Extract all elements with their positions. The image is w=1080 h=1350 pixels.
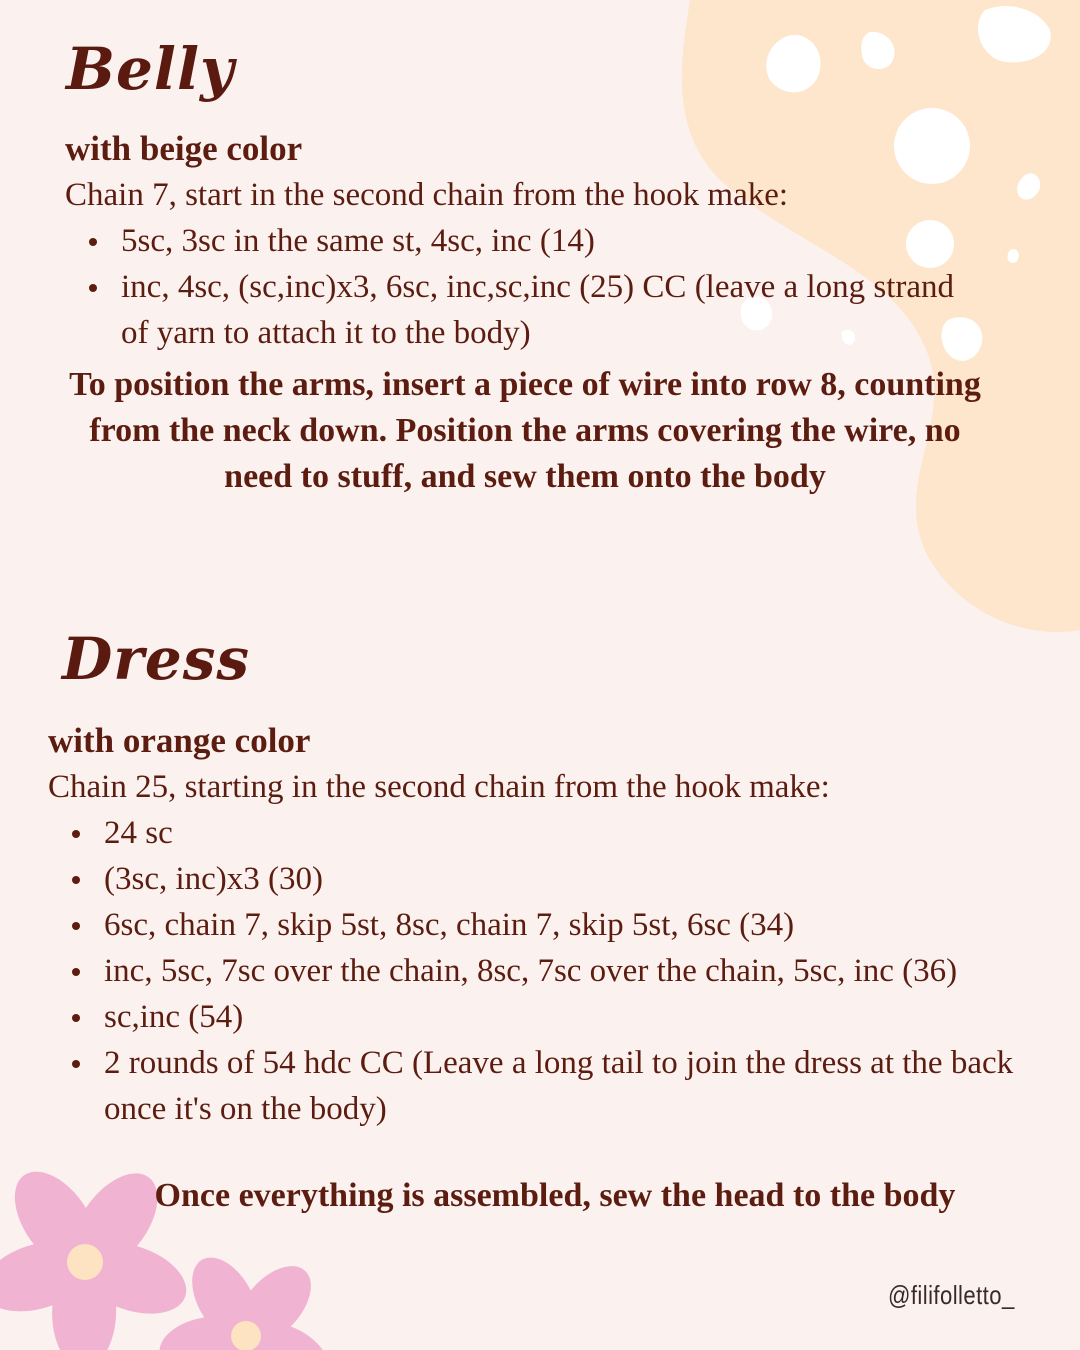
white-spot-shape — [894, 108, 970, 184]
belly-title: Belly — [66, 35, 235, 103]
dress-steps-list — [48, 810, 1058, 1132]
author-handle: @filifolletto_ — [888, 1280, 1015, 1310]
arms-note: To position the arms, insert a piece of wire into row 8, counting from the neck down. Position the arms covering the wire, no need to stuff, and sew them onto the body — [69, 366, 981, 495]
dress-subhead: with orange color — [48, 721, 311, 760]
list-item: (3sc, inc)x3 (30) — [48, 856, 1058, 902]
belly-subhead: with beige color — [65, 129, 303, 168]
list-item: 24 sc — [48, 810, 1058, 856]
list-item: inc, 5sc, 7sc over the chain, 8sc, 7sc over the chain, 5sc, inc (36) — [48, 948, 1058, 994]
list-item: inc, 4sc, (sc,inc)x3, 6sc, inc,sc,inc (25) CC (leave a long strand of yarn to attach it to the body) — [65, 264, 965, 356]
final-note: Once everything is assembled, sew the head to the body — [154, 1177, 956, 1214]
belly-intro: Chain 7, start in the second chain from the hook make: — [65, 177, 789, 213]
dress-intro: Chain 25, starting in the second chain from the hook make: — [48, 769, 830, 805]
list-item: 5sc, 3sc in the same st, 4sc, inc (14) — [65, 218, 965, 264]
dress-title: Dress — [62, 625, 251, 693]
list-item: sc,inc (54) — [48, 994, 1058, 1040]
belly-steps-list — [65, 218, 965, 356]
list-item: 2 rounds of 54 hdc CC (Leave a long tail to join the dress at the back once it's on the body) — [48, 1040, 1058, 1132]
list-item: 6sc, chain 7, skip 5st, 8sc, chain 7, skip 5st, 6sc (34) — [48, 902, 1058, 948]
